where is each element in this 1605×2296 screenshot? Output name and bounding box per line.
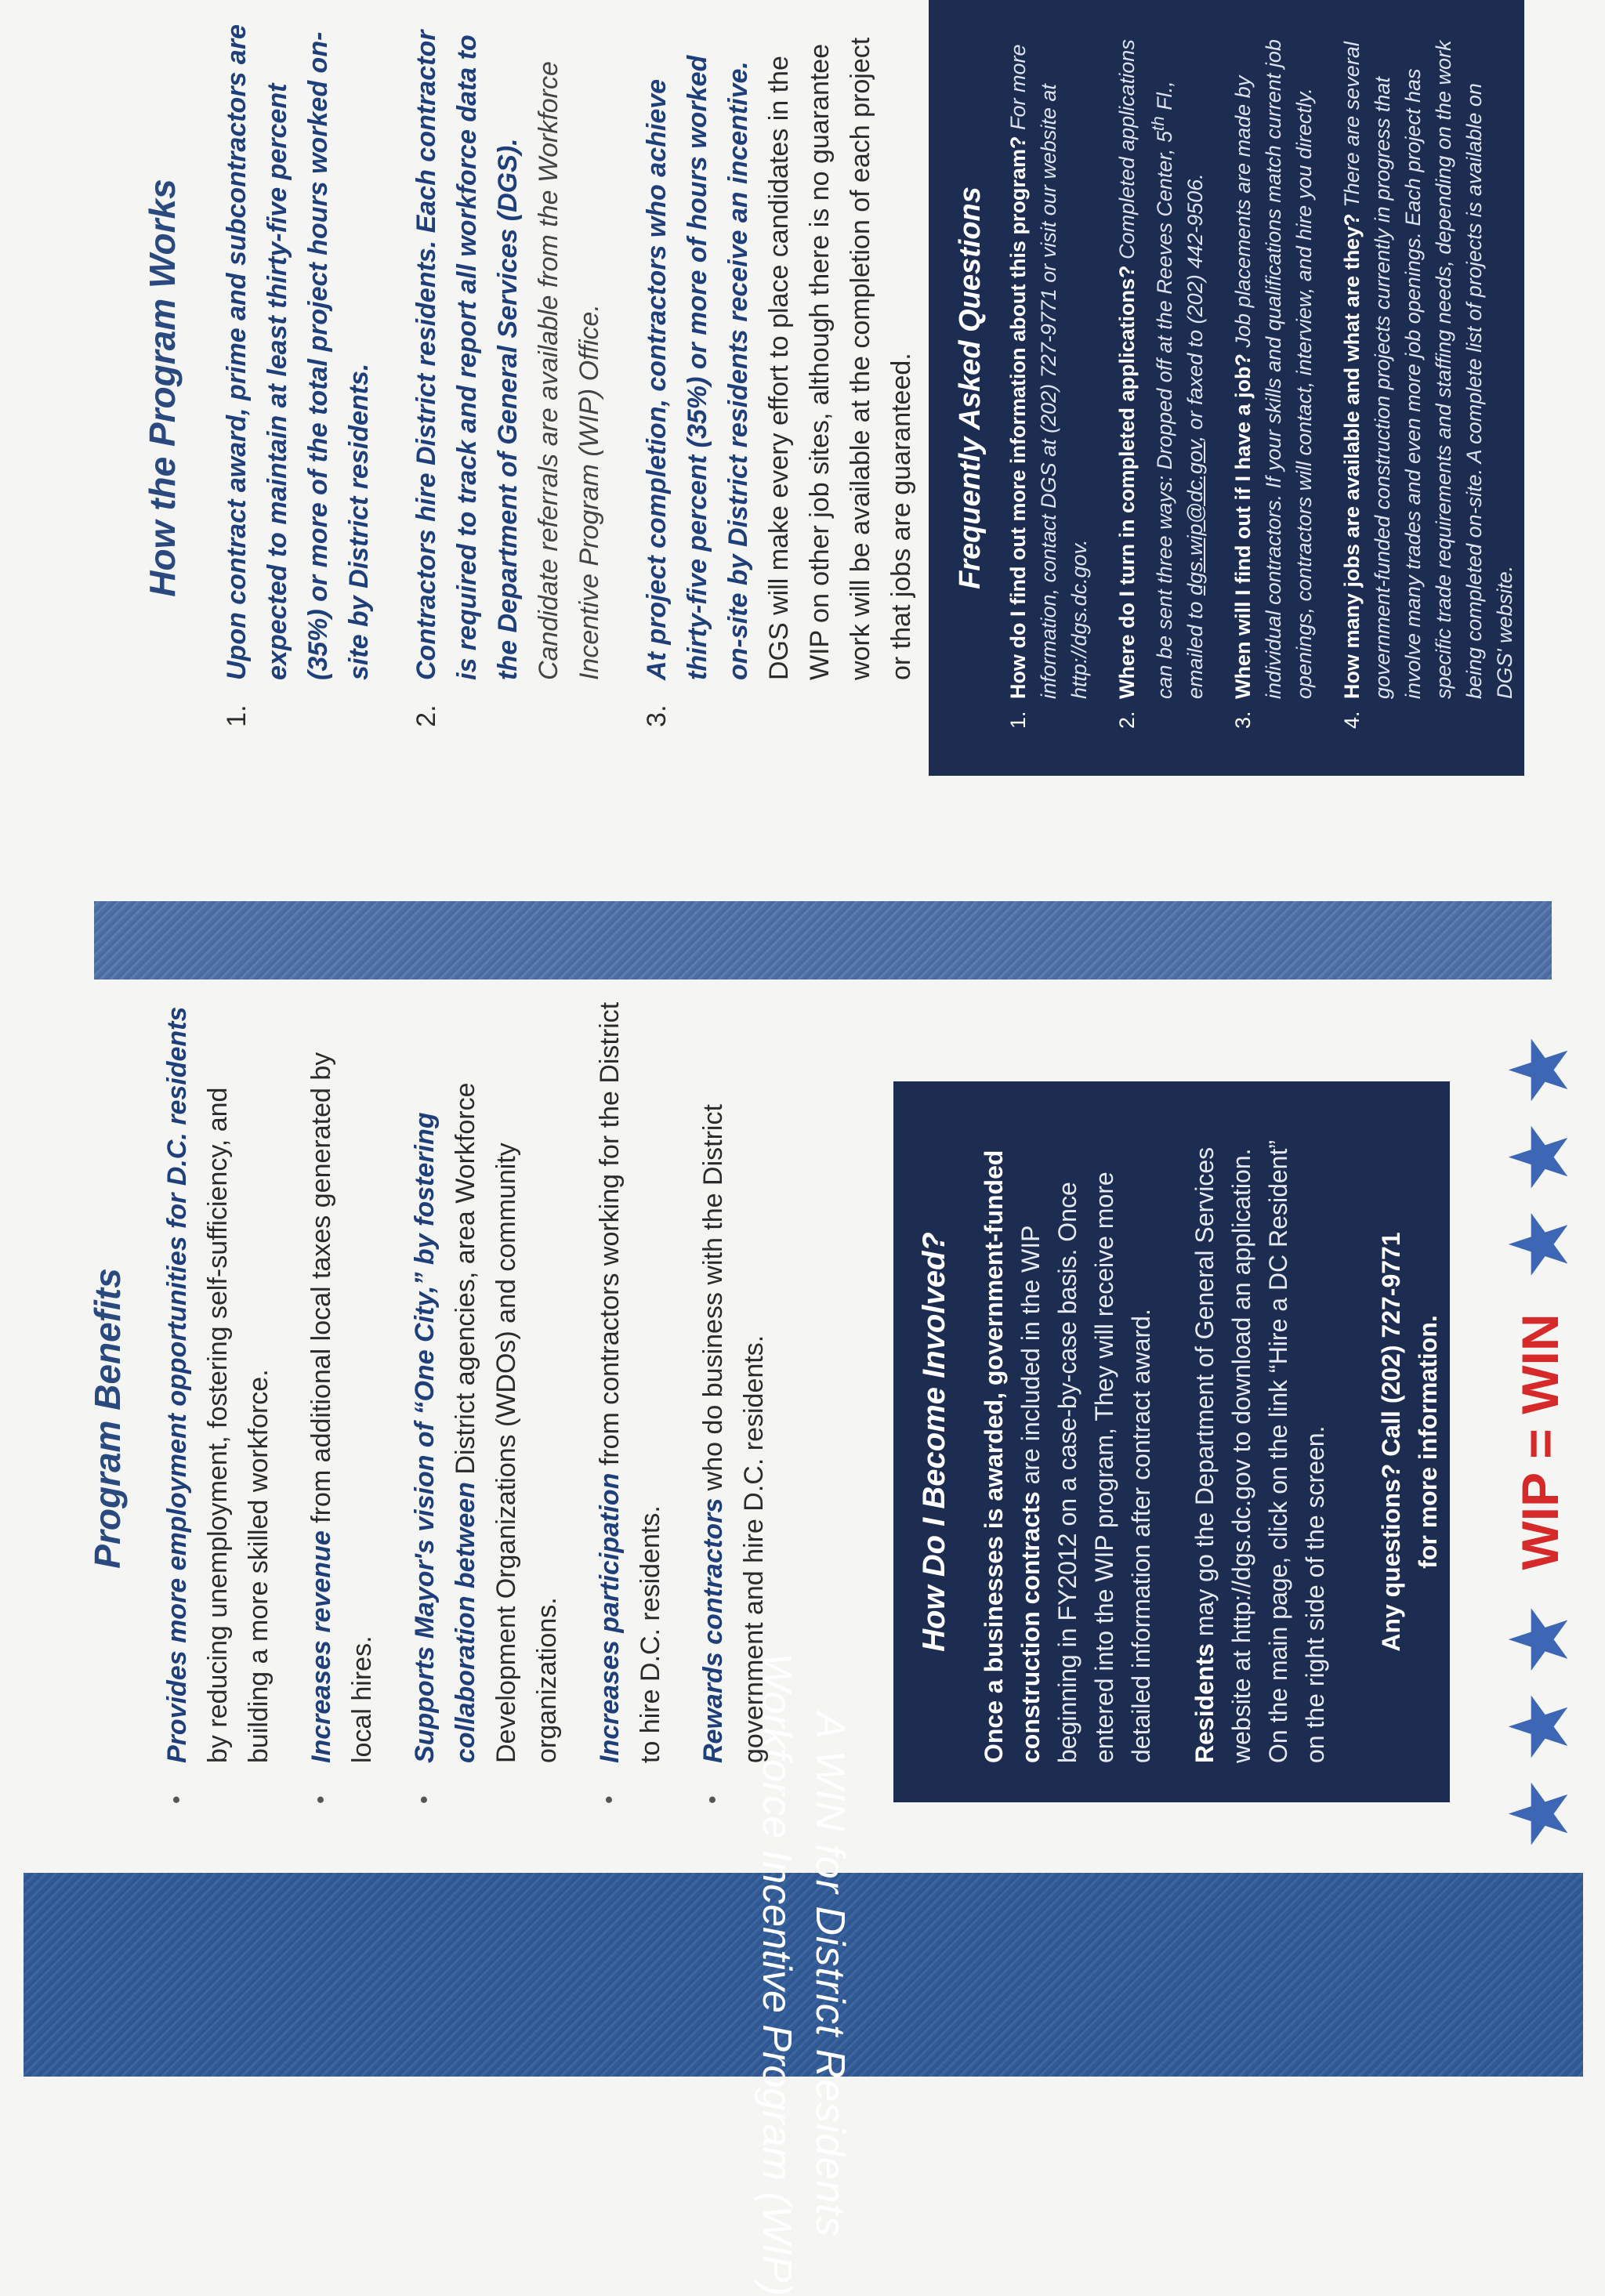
list-item: 2. Where do I turn in completed applications? Completed applications can be sent three ways: Dropped off at the Reeves Center, 5th Fl., emailed to dgs.wip@dc.gov, or faxed to (202) 442-9506. xyxy=(1112,31,1211,705)
star-icon: ★ xyxy=(1494,1033,1585,1107)
list-item: 4. How many jobs are available and what are they? There are several government-funded construction projects currently in progress that involve many trades and even more job openings. Each project has specific trade requirements and staffing needs, depending on the work being completed on-site. A complete list of projects is available on DGS' website. xyxy=(1337,31,1520,705)
benefits-title: Program Benefits xyxy=(87,1268,128,1569)
program-steps xyxy=(216,16,922,760)
bullet-icon: • xyxy=(164,1795,190,1804)
fold-strip xyxy=(94,901,1552,980)
program-benefits xyxy=(0,995,796,1842)
cover-title-line-2: Workforce Incentive Program (WIP) xyxy=(754,1653,799,2296)
program-works-column xyxy=(0,0,1605,807)
bullet-icon: • xyxy=(308,1795,334,1804)
involved-title: How Do I Become Involved? xyxy=(917,1232,951,1652)
list-item: 1. Upon contract award, prime and subcontractors are expected to maintain at least thirty-five percent (35%) or more of the total project hours worked on-site by District residents. xyxy=(216,16,379,697)
bullet-icon: • xyxy=(411,1795,437,1804)
slogan-text: WIP = WIN xyxy=(1511,1313,1569,1570)
benefits-column xyxy=(0,995,1605,2296)
list-item: • Supports Mayor's vision of “One City,” by fostering collaboration between District agencies, area Workforce Development Organizations (WDOs) and community organizations. xyxy=(404,995,567,1810)
star-icon: ★ xyxy=(1494,1776,1585,1851)
list-item: 3. When will I find out if I have a job? Job placements are made by individual contractors. If your skills and qualifications match current job openings, contractors will contact, interview, and hire you directly. xyxy=(1228,31,1320,705)
benefits-list xyxy=(157,995,774,1842)
bullet-icon: • xyxy=(596,1795,622,1804)
star-icon: ★ xyxy=(1494,1689,1585,1763)
star-icon: ★ xyxy=(1494,1121,1585,1194)
program-works-title: How the Program Works xyxy=(142,179,183,597)
call-to-action: Any questions? Call (202) 727-9771 for more information. xyxy=(1377,1232,1442,1652)
how-to-get-involved-box xyxy=(893,1081,1450,1802)
involved-paragraph-businesses: Once a businesses is awarded, government-funded construction contracts are included in the WIP beginning in FY2012 on a case-by-case basis. Once entered into the WIP program, They will receive more detailed information after contract award. xyxy=(980,1150,1155,1763)
star-icon: ★ xyxy=(1494,1208,1585,1281)
list-item: • Increases participation from contractors working for the District to hire D.C. residents. xyxy=(589,995,671,1810)
list-item: • Provides more employment opportunities for D.C. residents by reducing unemployment, fostering self-sufficiency, and building a more skilled workforce. xyxy=(157,995,279,1810)
cover-title-line-1: A WIN for District Residents xyxy=(807,1711,853,2238)
list-item: 1. How do I find out more information about this program? For more information, contact DGS at (202) 727-9771 or visit our website at http://dgs.dc.gov. xyxy=(1003,31,1095,705)
bullet-icon: • xyxy=(700,1795,726,1804)
faq-list xyxy=(1003,31,1520,744)
slogan xyxy=(1494,1033,1585,1851)
list-item: • Rewards contractors who do business with the District government and hire D.C. residents. xyxy=(693,995,774,1810)
star-icon: ★ xyxy=(1494,1602,1585,1676)
faq-box xyxy=(929,0,1524,776)
email-link[interactable]: dgs.wip@dc.gov xyxy=(1183,441,1207,596)
involved-paragraph-residents: Residents may go the Department of General Services website at http://dgs.dc.gov to download an application. On the main page, click on the link “Hire a DC Resident” on the right side of the screen. xyxy=(1190,1139,1329,1763)
list-item: • Increases revenue from additional local taxes generated by local hires. xyxy=(301,995,382,1810)
faq-title: Frequently Asked Questions xyxy=(954,187,987,589)
list-item: 2. Contractors hire District residents. Each contractor is required to track and report all workforce data to the Department of General Services (DGS). Candidate referrals are available from the Workforce Incentive Program (WIP) Office. xyxy=(406,16,610,697)
list-item: 3. At project completion, contractors who achieve thirty-five percent (35%) or more of hours worked on-site by District residents receive an incentive. DGS will make every effort to place candidates in the WIP on other job sites, although there is no guarantee work will be available at the completion of each project or that jobs are guaranteed. xyxy=(636,16,922,697)
